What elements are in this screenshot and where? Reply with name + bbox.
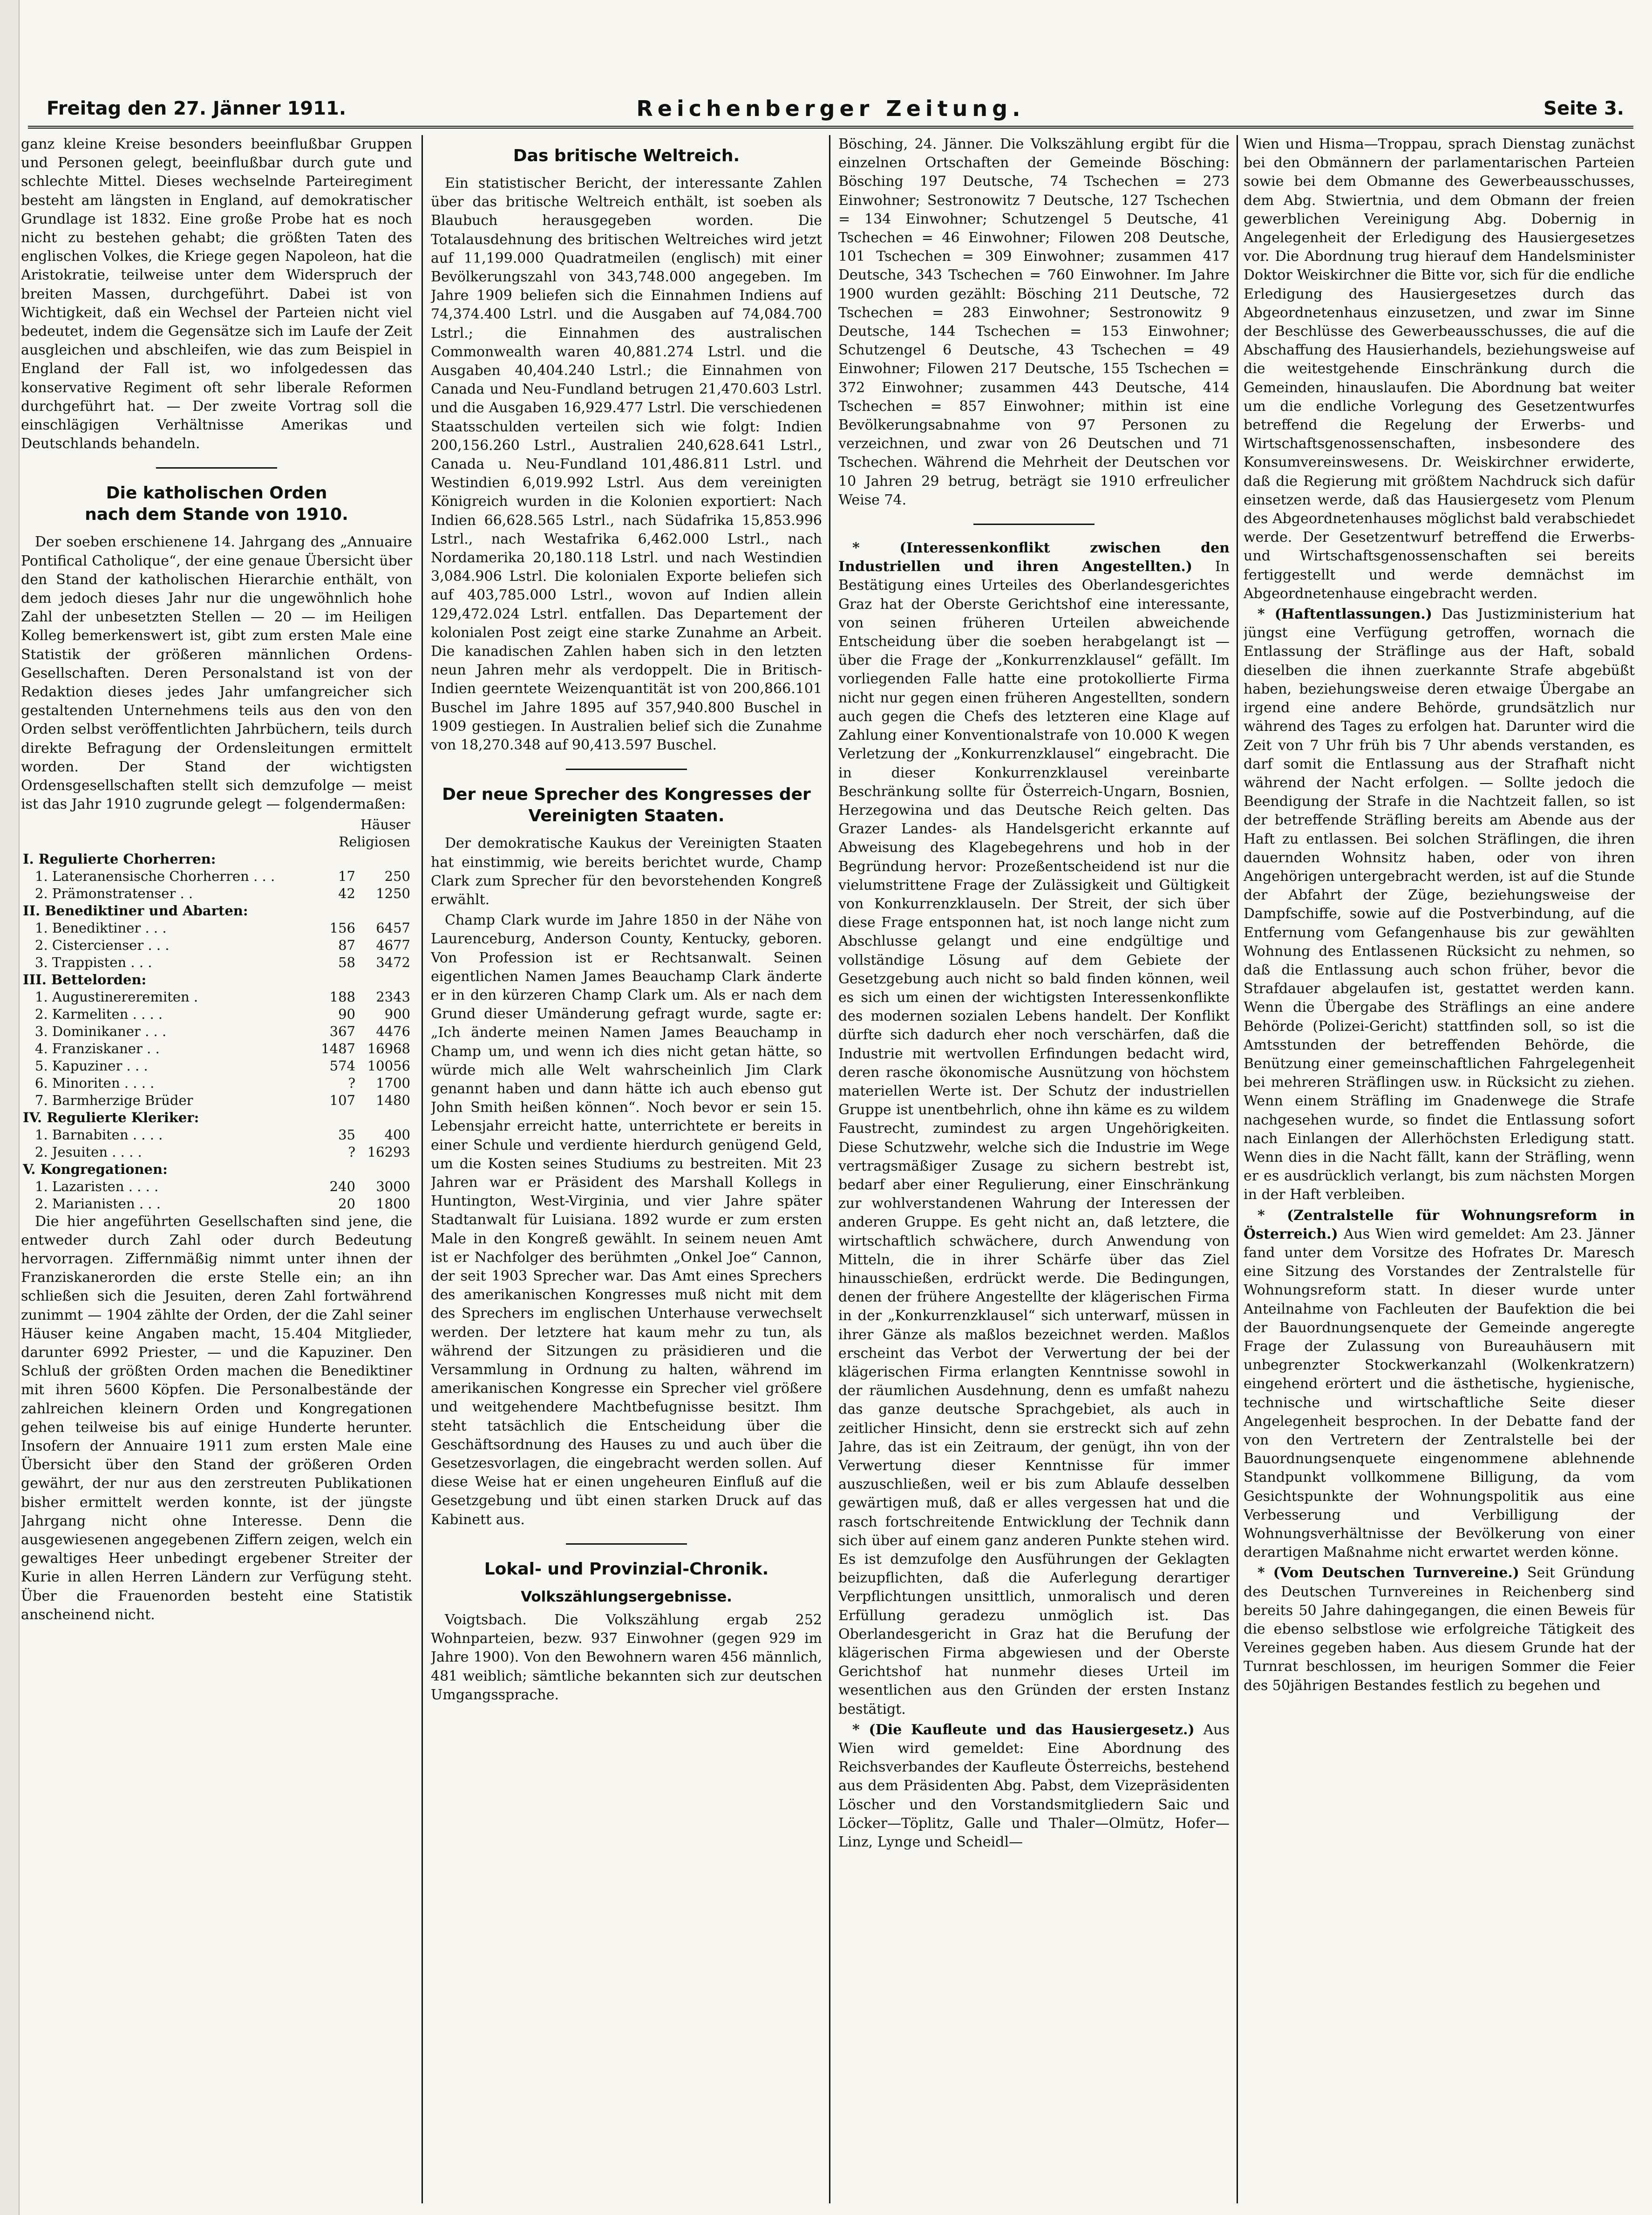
- order-name: 1. Benediktiner . . .: [35, 920, 167, 936]
- census-paragraph: Voigtsbach. Die Volkszählung ergab 252 Wohnparteien, bezw. 937 Einwohner (gegen 929 im Jahre 1900). Von den Bewohnern waren 456 männlich, 481 weiblich; sämtliche bekannten sich zur deutschen Umgangssprache.: [431, 1612, 822, 1703]
- houses-count: 42: [338, 885, 355, 901]
- page-number: Seite 3.: [1543, 98, 1624, 119]
- empire-article-title: Das britische Weltreich.: [513, 146, 740, 165]
- conflict-article: [838, 539, 1230, 1719]
- table-row: [21, 937, 412, 954]
- speaker-paragraph-2: Champ Clark wurde im Jahre 1850 in der Nähe von Laurenceburg, Anderson County, Kentucky, geboren. Von Profession ist er Rechtsanwalt. Seinen eigentlichen Namen James Beauchamp Clark änderte er in den kürzeren Champ Clark um. Als er nach dem Grund dieser Umänderung gefragt wurde, sagte er: „Ich änderte meinen Namen James Beauchamp in Champ um, und wenn ich dies nicht getan hätte, so würde mich alle Welt wahrscheinlich Jim Clark genannt haben und dann hätte ich auch ebenso gut John Smith heißen können“. Noch bevor er sein 15. Lebensjahr erreicht hatte, unterrichtete er bereits in einer Schule und verdiente hierdurch genügend Geld, um die Kosten seines Studiums zu bestreiten. Mit 23 Jahren war er Präsident des Marshall Kollegs in Huntington, West-Virginia, und vier Jahre später Stadtanwalt für Luisiana. 1892 wurde er zum ersten Male in den Kongreß gewählt. In seinem neuen Amt ist er Nachfolger des berühmten „Onkel Joe“ Cannon, der seit 1903 Sprecher war. Das Amt eines Sprechers des amerikanischen Kongresses muß nicht mit dem des Sprechers im englischen Unterhause verwechselt werden. Der letztere hat kaum mehr zu tun, als während der Sitzungen zu präsidieren und die Versammlung in Ordnung zu halten, während im amerikanischen Kongresse ein Sprecher viel größere und weitgehendere Machtbefugnisse besitzt. Ihm steht tatsächlich die Entscheidung über die Geschäftsordnung des Hauses zu und auch über die Gesetzesvorlagen, die eingebracht werden sollen. Auf diese Weise hat er einen ungeheuren Einfluß auf die Gesetzgebung und übt einen starken Druck auf das Kabinett aus.: [431, 912, 822, 1528]
- table-row: [21, 920, 412, 937]
- houses-count: 20: [338, 1195, 355, 1212]
- article-separator: [566, 1543, 687, 1545]
- members-count: 3000: [376, 1178, 410, 1194]
- orden-title-line2: nach dem Stande von 1910.: [85, 505, 348, 525]
- houses-count: [302, 851, 357, 868]
- order-name: 1. Augustinereremiten .: [35, 988, 198, 1005]
- members-count: [357, 1161, 412, 1178]
- houses-count: 58: [338, 954, 355, 970]
- table-row: [21, 988, 412, 1006]
- table-row: [21, 885, 412, 902]
- members-count: 250: [384, 868, 410, 884]
- order-name: 1. Lazaristen . . . .: [35, 1178, 159, 1194]
- column-divider: [1237, 135, 1238, 2203]
- members-count: 400: [384, 1126, 410, 1143]
- conflict-body: In Bestätigung eines Urteiles des Oberlandesgerichtes Graz hat der Oberste Gerichtshof eine interessante, von seinen früheren Urteilen abweichende Entscheidung über die soeben herabgelangt ist — über die Frage der „Konkurrenzklausel“ gefällt. Im vorliegenden Falle hatte eine protokollierte Firma nicht nur gegen einen früheren Angestellten, sondern auch gegen die Chefs des letzteren eine Klage auf Zahlung einer Konventionalstrafe von 10.000 K wegen Verletzung der „Konkurrenzklausel“ eingebracht. Die in dieser Konkurrenzklausel vereinbarte Beschränkung sollte für Österreich-Ungarn, Bosnien, Herzegowina und das Deutsche Reich gelten. Das Grazer Landes- als Handelsgericht erkannte auf Abweisung des Klagebegehrens und hob in der Begründung hervor: Prozeßentscheidend ist nur die vielumstrittene Frage der Zulässigkeit und Gültigkeit von Konkurrenzklauseln. Der Streit, der sich über diese Frage entsponnen hat, ist noch lange nicht zum Abschlusse gelangt und eine endgültige und vollständige Lösung auf dem Gebiete der Gesetzgebung auch nicht so bald finden können, weil es sich um einen der wichtigsten Interessenkonflikte des modernen sozialen Lebens handelt. Der Konflikt dürfte sich dadurch eher noch verschärfen, daß die Industrie mit wertvollen Erfindungen bedacht wird, deren rasche ökonomische Ausnützung von höchstem materiellen Werte ist. Der Schutz der industriellen Gruppe ist unentbehrlich, ohne ihn käme es zu wildem Faustrecht, zumindest zu argen Ungehörigkeiten. Diese Schutzwehr, welche sich die Industrie im Wege vertragsmäßiger Zusage zu sichern bestrebt ist, bedarf aber einer Regulierung, einer Einschränkung zur wohlverstandenen Wahrung der Interessen der anderen Gruppe. Es geht nicht an, daß letztere, die wirtschaftlich schwächere, durch Anwendung von Mitteln, die in ihrer Schärfe über das Ziel hinausschießen, erdrückt werde. Die Bedingungen, denen der frühere Angestellte der klägerischen Firma in der „Konkurrenzklausel“ sich unterwarf, müssen in ihrer Gänze als maßlos bezeichnet werden. Maßlos erscheint das Verbot der Verwertung der bei der klägerischen Firma erlangten Kenntnisse sowohl in der räumlichen Ausdehnung, denn es umfaßt nahezu das ganze deutsche Sprachgebiet, als auch in zeitlicher Hinsicht, denn sie erstreckt sich auf zehn Jahre, das ist ein Zeitraum, der genügt, ihn von der Verwertung dieser Kenntnisse für immer auszuschließen, weil er bis zum Ablaufe desselben gewärtigen muß, daß er alles vergessen hat und die rasch fortschreitende Entwicklung der Technik dann sich über auf einem ganz anderen Punkte stehen wird. Es ist demzufolge den Ausführungen der Geklagten beizupflichten, daß die Auferlegung derartiger Verpflichtungen unsittlich, unmoralisch und deren Erfüllung geradezu unmöglich ist. Das Oberlandesgericht in Graz hat die Berufung der klägerischen Firma abgewiesen und der Oberste Gerichtshof hat nunmehr dieses Urteil im wesentlichen aus den Gründen der ersten Instanz bestätigt.: [838, 559, 1230, 1717]
- houses-count: [302, 902, 357, 920]
- order-name: 5. Kapuziner . . .: [35, 1057, 148, 1074]
- members-count: 16293: [367, 1144, 410, 1160]
- census-subtitle: Volkszählungsergebnisse.: [521, 1588, 732, 1605]
- housing-heading: * (Zentralstelle für Wohnungsreform in Österreich.): [1244, 1207, 1635, 1242]
- table-row: [21, 1195, 412, 1213]
- order-name: 4. Franziskaner . .: [35, 1040, 160, 1056]
- housing-body: Aus Wien wird gemeldet: Am 23. Jänner fand unter dem Vorsitze des Hofrates Dr. Maresch eine Sitzung des Vorstandes der Zentralstelle für Wohnungsreform statt. In dieser wurde unter Anteilnahme von Fachleuten der Baufektion die bei der Bauordnungsenquete der Gemeinde angeregte Frage der Zulassung von Bureauhäusern mit unbegrenzter Stockwerkanzahl (Wolkenkratzern) eingehend erörtert und die ästhetische, hygienische, technische und wirtschaftliche Seite dieser Angelegenheit besprochen. In der Debatte fand der von den Vertretern der Zentralstelle bei der Bauordnungsenquete eingenommene ablehnende Standpunkt vollkommene Billigung, da vom Gesichtspunkte der Wohnungspolitik aus eine Verbesserung und Verbilligung der Wohnungsverhältnisse der Bevölkerung von einer derartigen Maßnahme nicht erwartet werden könne.: [1244, 1226, 1635, 1561]
- houses-count: ?: [348, 1144, 355, 1160]
- members-count: 3472: [376, 954, 410, 970]
- order-name: 2. Cistercienser . . .: [35, 937, 170, 953]
- table-row: [21, 1057, 412, 1075]
- houses-count: 574: [329, 1057, 355, 1074]
- members-count: 4677: [376, 937, 410, 953]
- table-row: [21, 1109, 412, 1126]
- members-count: 16968: [367, 1040, 410, 1056]
- lecture-article-tail: ganz kleine Kreise besonders beeinflußbar Gruppen und Personen gelegt, beeinflußbar durch gute und schlechte Mittel. Dieses wechselnde Parteiregiment besteht am längsten in England, auf demokratischer Grundlage ist 1832. Eine große Probe hat es noch nicht zu bestehen gehabt; die größten Taten des englischen Volkes, die Kriege gegen Napoleon, hat die Aristokratie, teilweise unter dem Widerspruch der breiten Massen, durchgeführt. Dabei ist von Wichtigkeit, daß ein Wechsel der Parteien nicht viel bedeutet, indem die Gegensätze sich im Laufe der Zeit ausgleichen und abschleifen, wie das zum Beispiel in England der Fall ist, wo infolgedessen das konservative Regiment oft sehr liberale Reformen durchgeführt hat. — Der zweite Vortrag soll die einschlägigen Verhältnisse Amerikas und Deutschlands behandeln.: [21, 136, 412, 452]
- houses-count: 156: [329, 920, 355, 936]
- order-name: IV. Regulierte Kleriker:: [23, 1109, 199, 1125]
- orden-paragraph-2: Die hier angeführten Gesellschaften sind jene, die entweder durch Zahl oder durch Bedeutung hervorragen. Ziffernmäßig nimmt unter ihnen der Franziskanerorden die erste Stelle ein; an ihn schließen sich die Jesuiten, deren Zahl fortwährend zunimmt — 1904 zählte der Orden, der die Zahl seiner Häuser keine Angaben macht, 15.404 Mitglieder, darunter 6992 Priester, — und die Kapuziner. Den Schluß der größten Orden machen die Benediktiner mit ihren 5600 Köpfen. Die Personalbestände der zahlreichen kleinern Orden und Kongregationen gehen teilweise bis auf einige Hunderte herunter. Insofern der Annuaire 1911 zum ersten Male eine Übersicht über den Stand der größeren Orden gewährt, der nur aus den zerstreuten Publikationen bisher ermittelt werden konnte, ist der jüngste Jahrgang nicht ohne Interesse. Denn die ausgewiesenen angegebenen Ziffern zeigen, welch ein gewaltiges Heer unbedingt ergebener Streiter der Kurie in allen Herren Ländern zur Verfügung steht. Über die Frauenorden besteht eine Statistik anscheinend nicht.: [21, 1213, 412, 1623]
- houses-count: 87: [338, 937, 355, 953]
- table-row: [21, 1040, 412, 1057]
- article-separator: [156, 467, 277, 469]
- order-name: 2. Marianisten . . .: [35, 1195, 161, 1212]
- members-count: 4476: [376, 1023, 410, 1039]
- table-row: [21, 868, 412, 885]
- order-name: I. Regulierte Chorherren:: [23, 851, 216, 867]
- merchants-body: Aus Wien wird gemeldet: Eine Abordnung des Reichsverbandes der Kaufleute Österreichs, bestehend aus dem Präsidenten Abg. Pabst, dem Vizepräsidenten Löscher und den Vorstandsmitgliedern Saic und Löcker—Töplitz, Galle und Thaler—Olmütz, Hofer—Linz, Lynge und Scheidl—: [838, 1721, 1230, 1851]
- members-count: [357, 1109, 412, 1126]
- housing-article: [1244, 1206, 1635, 1562]
- members-count: [357, 851, 412, 868]
- table-row: [21, 1144, 412, 1161]
- houses-count: 1487: [321, 1040, 355, 1056]
- speaker-paragraph-1: Der demokratische Kaukus der Vereinigten Staaten hat einstimmig, wie bereits berichtet wurde, Champ Clark zum Sprecher für den bevorstehenden Kongreß erwählt.: [431, 835, 822, 908]
- members-count: 6457: [376, 920, 410, 936]
- speaker-article-title: Der neue Sprecher des Kongresses der Vereinigten Staaten.: [442, 785, 811, 826]
- members-count: [357, 971, 412, 988]
- local-chronicle-title: Lokal- und Provinzial-Chronik.: [484, 1559, 769, 1579]
- order-name: 2. Jesuiten . . . .: [35, 1144, 142, 1160]
- table-row: [21, 954, 412, 971]
- order-name: 1. Barnabiten . . . .: [35, 1126, 163, 1143]
- order-name: 2. Karmeliten . . . .: [35, 1006, 163, 1022]
- issue-date: Freitag den 27. Jänner 1911.: [47, 98, 347, 119]
- merchants-continuation: Wien und Hisma—Troppau, sprach Dienstag zunächst bei den Obmännern der parlamentarischen Parteien sowie bei dem Obmanne des Gewerbeausschusses, dem Abg. Stwiertnia, und dem Obmann der freien gewerblichen Vereinigung Abg. Dobernig in Angelegenheit der Erledigung des Hausiergesetzes vor. Die Abordnung trug hierauf dem Handelsminister Doktor Weiskirchner die Bitte vor, sich für die endliche Erledigung des Hausiergesetzes durch das Abgeordnetenhaus einzusetzen, und zwar im Sinne der Beschlüsse des Gewerbeausschusses, die auf die Abschaffung des Hausierhandels, beziehungsweise auf die weitestgehende Einschränkung durch die Gemeinden, hinauslaufen. Die Abordnung bat weiter um die endliche Vorlegung des Gesetzentwurfes betreffend die Regelung der Erwerbs- und Wirtschaftsgenossenschaften, insbesondere des Konsumvereinswesens. Dr. Weiskirchner erwiderte, daß die Regierung mit größtem Nachdruck sich dafür einsetzen werde, daß das Hausiergesetz vom Plenum des Abgeordnetenhauses möglichst bald verabschiedet werde. Der Gesetzentwurf betreffend die Erwerbs- und Wirtschaftsgenossenschaften sei bereits fertiggestellt und werde demnächst im Abgeordnetenhause eingebracht werden.: [1244, 136, 1635, 602]
- conflict-heading: * (Interessenkonflikt zwischen den Industriellen und ihren Angestellten.): [838, 540, 1230, 575]
- houses-count: 90: [338, 1006, 355, 1022]
- members-count: 2343: [376, 988, 410, 1005]
- members-count: 1700: [376, 1075, 410, 1091]
- arrests-article: [1244, 605, 1635, 1205]
- table-row: [21, 851, 412, 868]
- order-name: 2. Prämonstratenser . .: [35, 885, 193, 901]
- order-name: III. Bettelorden:: [23, 971, 147, 988]
- orden-paragraph-1: Der soeben erschienene 14. Jahrgang des „Annuaire Pontifical Catholique“, der eine genaue Übersicht über den Stand der katholischen Hierarchie enthält, von dem jedoch dieses Jahr nur die ungewöhnlich hohe Zahl der unbesetzten Stellen — 20 — im Heiligen Kolleg bemerkenswert ist, gibt zum ersten Male eine Statistik der größeren männlichen Ordens-Gesellschaften. Deren Personalstand ist von der Redaktion dieses jedes Jahr umfangreicher sich gestaltenden Unternehmens teils aus den von den Orden selbst veröffentlichten Jahrbüchern, teils durch direkte Befragung der Ordensleitungen ermittelt worden. Der Stand der wichtigsten Ordensgesellschaften stellt sich demzufolge — meist ist das Jahr 1910 zugrunde gelegt — folgendermaßen:: [21, 534, 412, 813]
- page-margin-strip: [0, 0, 20, 2215]
- order-name: 7. Barmherzige Brüder: [35, 1092, 193, 1108]
- newspaper-title: Reichenberger Zeitung.: [636, 96, 1025, 121]
- orden-statistics-table: [21, 816, 412, 1213]
- houses-count: 240: [329, 1178, 355, 1194]
- members-count: 900: [384, 1006, 410, 1022]
- order-name: 3. Trappisten . . .: [35, 954, 152, 970]
- table-row: [21, 971, 412, 988]
- order-name: 6. Minoriten . . . .: [35, 1075, 155, 1091]
- order-name: V. Kongregationen:: [23, 1161, 168, 1177]
- merchants-heading: * (Die Kaufleute und das Hausiergesetz.): [852, 1721, 1195, 1738]
- houses-count: 107: [329, 1092, 355, 1108]
- column-2: [431, 135, 822, 2194]
- column-divider: [421, 135, 423, 2203]
- members-count: 1800: [376, 1195, 410, 1212]
- orden-title-line1: Die katholischen Orden: [106, 484, 327, 503]
- houses-count: [302, 1109, 357, 1126]
- members-count: 1480: [376, 1092, 410, 1108]
- table-row: [21, 1092, 412, 1109]
- members-count: 1250: [376, 885, 410, 901]
- order-name: 3. Dominikaner . . .: [35, 1023, 167, 1039]
- members-count: 10056: [367, 1057, 410, 1074]
- table-row: [21, 902, 412, 920]
- members-count: [357, 902, 412, 920]
- column-1: [21, 135, 412, 2194]
- houses-count: 35: [338, 1126, 355, 1143]
- column-4: [1244, 135, 1635, 2194]
- turnverein-body: Seit Gründung des Deutschen Turnvereines in Reichenberg sind bereits 50 Jahre dahingegangen, die einen Beweis für die ebenso selbstlose wie erfolgreiche Tätigkeit des Vereines gegeben haben. Aus diesem Grunde hat der Turnrat beschlossen, im heurigen Sommer die Feier des 50jährigen Bestandes festlich zu begehen und: [1244, 1565, 1635, 1694]
- table-header: Häuser Religiosen: [339, 816, 410, 850]
- table-row: [21, 1161, 412, 1178]
- table-row: [21, 1075, 412, 1092]
- article-separator: [566, 769, 687, 770]
- turnverein-article: [1244, 1564, 1635, 1695]
- turnverein-heading: * (Vom Deutschen Turnvereine.): [1258, 1565, 1519, 1581]
- order-name: 1. Lateranensische Chorherren . . .: [35, 868, 275, 884]
- houses-count: [302, 1161, 357, 1178]
- arrests-heading: * (Haftentlassungen.): [1258, 606, 1432, 623]
- boesching-paragraph: Bösching, 24. Jänner. Die Volkszählung ergibt für die einzelnen Ortschaften der Gemeinde Bösching: Bösching 197 Deutsche, 74 Tschechen = 273 Einwohner; Sestronowitz 7 Deutsche, 127 Tschechen = 134 Einwohner; Schutzengel 5 Deutsche, 41 Tschechen = 46 Einwohner; Filowen 208 Deutsche, 101 Tschechen = 309 Einwohner; zusammen 417 Deutsche, 343 Tschechen = 760 Einwohner. Im Jahre 1900 wurden gezählt: Bösching 211 Deutsche, 72 Tschechen = 283 Einwohner; Sestronowitz 9 Deutsche, 144 Tschechen = 153 Einwohner; Schutzengel 6 Deutsche, 43 Tschechen = 49 Einwohner; Filowen 217 Deutsche, 155 Tschechen = 372 Einwohner; zusammen 443 Deutsche, 414 Tschechen = 857 Einwohner; mithin ist eine Bevölkerungsabnahme von 97 Personen zu verzeichnen, und zwar von 26 Deutschen und 71 Tschechen. Während die Mehrheit der Deutschen vor 10 Jahren 29 betrug, beträgt sie 1910 erfreulicher Weise 74.: [838, 136, 1230, 508]
- article-separator: [973, 524, 1095, 525]
- table-row: [21, 1178, 412, 1195]
- empire-paragraph: Ein statistischer Bericht, der interessante Zahlen über das britische Weltreich enthält, ist soeben als Blaubuch herausgegeben worden. Die Totalausdehnung des britischen Weltreiches wird jetzt auf 11,199.000 Quadratmeilen (englisch) mit einer Bevölkerungszahl von 343,748.000 angegeben. Im Jahre 1909 beliefen sich die Einnahmen Indiens auf 74,374.400 Lstrl. und die Ausgaben auf 74,084.700 Lstrl.; die Einnahmen des australischen Commonwealth waren 40,881.274 Lstrl. und die Ausgaben 40,404.240 Lstrl.; die Einnahmen von Canada und Neu-Fundland betrugen 21,470.603 Lstrl. und die Ausgaben 16,929.477 Lstrl. Die verschiedenen Staatsschulden verteilen sich wie folgt: Indien 200,156.260 Lstrl., Australien 240,628.641 Lstrl., Canada u. Neu-Fundland 101,486.811 Lstrl. und Westindien 6,019.992 Lstrl. Aus dem vereinigten Königreich wurden in die Kolonien exportiert: Nach Indien 66,628.565 Lstrl., nach Südafrika 15,853.996 Lstrl., nach Westafrika 6,462.000 Lstrl., nach Nordamerika 20,180.118 Lstrl. und nach Westindien 3,084.906 Lstrl. Die kolonialen Exporte beliefen sich auf 403,785.000 Lstrl., wovon auf Indien allein 129,472.024 Lstrl. entfallen. Das Departement der kolonialen Post zeigt eine starke Zunahme an Arbeit. Die kanadischen Zahlen haben sich in den letzten neun Jahren mehr als verdoppelt. Die in Britisch-Indien geerntete Weizenquantität ist von 200,866.101 Buschel im Jahre 1895 auf 357,940.800 Buschel in 1909 gestiegen. In Australien belief sich die Zunahme von 18,270.348 auf 90,413.597 Buschel.: [431, 175, 822, 754]
- houses-count: ?: [348, 1075, 355, 1091]
- column-divider: [829, 135, 830, 2203]
- table-row: [21, 1023, 412, 1040]
- column-3: [838, 135, 1230, 2194]
- newspaper-header: [28, 93, 1633, 129]
- order-name: II. Benediktiner und Abarten:: [23, 902, 248, 919]
- orden-article-title: [21, 483, 412, 525]
- arrests-body: Das Justizministerium hat jüngst eine Verfügung getroffen, wornach die Entlassung der Sträflinge aus der Haft, sobald dieselben die ihnen zuerkannte Strafe abgebüßt haben, beziehungsweise deren etwaige Übergabe an irgend eine andere Behörde, grundsätzlich nur während des Tages zu erfolgen hat. Darunter wird die Zeit von 7 Uhr früh bis 7 Uhr abends verstanden, es darf somit die Entlassung aus der Strafhaft nicht während der Nacht erfolgen. — Sollte jedoch die Beendigung der Strafe in die Nachtzeit fallen, so ist der betreffende Sträfling bereits am Abende aus der Haft zu entlassen. Bei solchen Sträflingen, die ihren dauernden Wohnsitz haben, oder von ihren Angehörigen untergebracht werden, ist auf die Stunde der Abfahrt der Züge, beziehungsweise der Dampfschiffe, sowie auf die Postverbindung, auf die Entfernung vom Gefangenhause bis zur gewählten Wohnung des Entlassenen Rücksicht zu nehmen, so daß die Entlassung auch schon früher, bevor die Strafdauer abgelaufen ist, gestattet werden kann. Wenn die Übergabe des Sträflings an eine andere Behörde (Polizei-Gericht) stattfinden soll, so ist die Amtsstunden der betreffenden Behörde, die Benützung einer gemeinschaftlichen Fahrgelegenheit bei mehreren Sträflingen usw. in Rücksicht zu ziehen. Wenn einem Sträfling im Gnadenwege die Strafe nachgesehen wurde, so findet die Entlassung sofort nach Einlangen der Allerhöchsten Erledigung statt. Wenn dies in die Nacht fällt, kann der Sträfling, wenn er es ausdrücklich verlangt, bis zum nächsten Morgen in der Haft verbleiben.: [1244, 606, 1635, 1203]
- houses-count: 188: [329, 988, 355, 1005]
- houses-count: 367: [329, 1023, 355, 1039]
- merchants-article: [838, 1721, 1230, 1852]
- table-row: [21, 1126, 412, 1144]
- houses-count: 17: [338, 868, 355, 884]
- table-row: [21, 1006, 412, 1023]
- houses-count: [302, 971, 357, 988]
